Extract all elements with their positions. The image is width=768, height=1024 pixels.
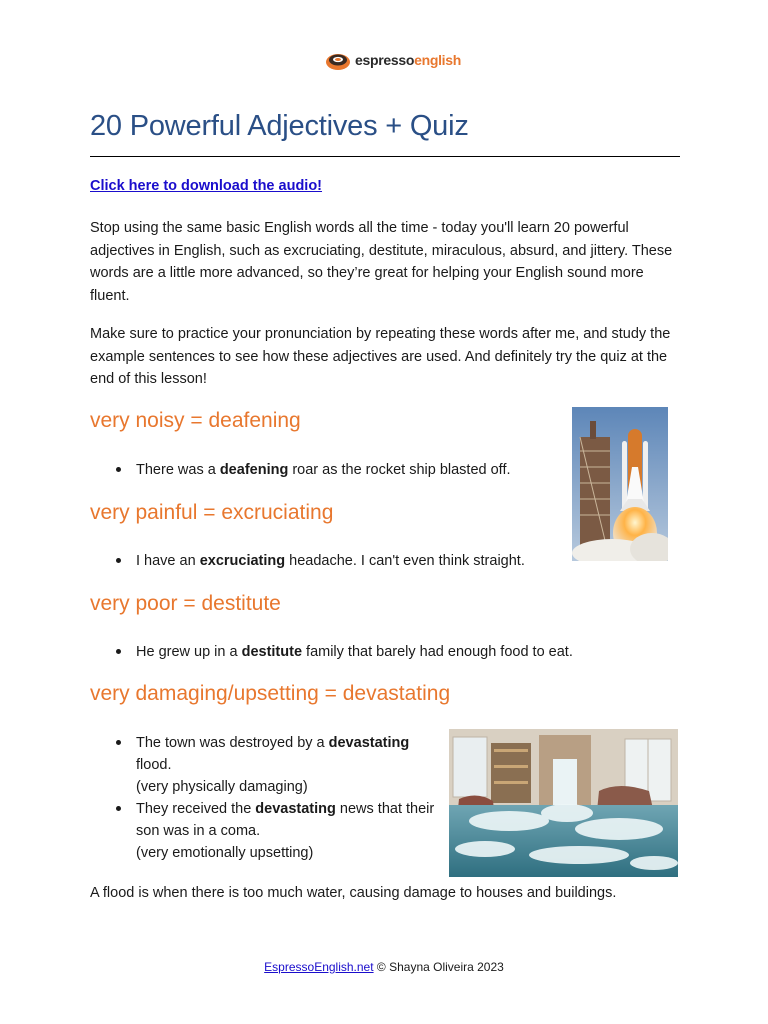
espresso-english-logo bbox=[324, 48, 461, 72]
example-note: (very physically damaging) bbox=[136, 779, 308, 795]
flood-definition: A flood is when there is too much water, causing damage to houses and buildings. bbox=[90, 885, 617, 901]
example-list-deafening bbox=[90, 459, 560, 481]
example-item: There was a deafening roar as the rocket ship blasted off. bbox=[90, 459, 560, 481]
example-list-excruciating bbox=[90, 550, 570, 572]
intro-paragraph-1: Stop using the same basic English words all the time - today you'll learn 20 powerful adjectives in English, such as excruciating, destitute, miraculous, absurd, and jittery. These words are a little more advanced, so they’re great for helping your English sound more fluent. bbox=[90, 220, 673, 304]
section-heading-destitute: very poor = destitute bbox=[90, 592, 281, 615]
coffee-cup-logo-icon bbox=[324, 49, 352, 71]
example-list-destitute bbox=[90, 641, 650, 663]
example-item: He grew up in a destitute family that barely had enough food to eat. bbox=[90, 641, 650, 663]
section-heading-excruciating: very painful = excruciating bbox=[90, 501, 334, 524]
rocket-launch-illustration bbox=[572, 407, 668, 561]
logo-text: espressoenglish bbox=[355, 52, 462, 68]
page-title: 20 Powerful Adjectives + Quiz bbox=[90, 110, 469, 142]
rocket-launch-image bbox=[572, 407, 668, 561]
example-note: (very emotionally upsetting) bbox=[136, 845, 314, 861]
title-divider bbox=[90, 156, 680, 157]
section-heading-devastating: very damaging/upsetting = devastating bbox=[90, 682, 451, 705]
footer-copyright: © Shayna Oliveira 2023 bbox=[373, 960, 504, 974]
section-heading-deafening: very noisy = deafening bbox=[90, 409, 301, 432]
download-audio-link[interactable]: Click here to download the audio! bbox=[90, 178, 323, 194]
footer-site-link[interactable]: EspressoEnglish.net bbox=[264, 960, 374, 974]
intro-paragraph-2: Make sure to practice your pronunciation by repeating these words after me, and study the example sentences to see how these adjectives are used. And definitely try the quiz at the end of this lesson! bbox=[90, 326, 671, 387]
flooded-room-image bbox=[449, 729, 678, 877]
flooded-living-room-illustration bbox=[449, 729, 678, 877]
example-list-devastating bbox=[90, 732, 440, 864]
example-item: They received the devastating news that their son was in a coma. (very emotionally upsetting) bbox=[90, 798, 440, 864]
footer bbox=[0, 960, 768, 974]
example-item: The town was destroyed by a devastating flood. (very physically damaging) bbox=[90, 732, 440, 798]
example-item: I have an excruciating headache. I can't even think straight. bbox=[90, 550, 570, 572]
